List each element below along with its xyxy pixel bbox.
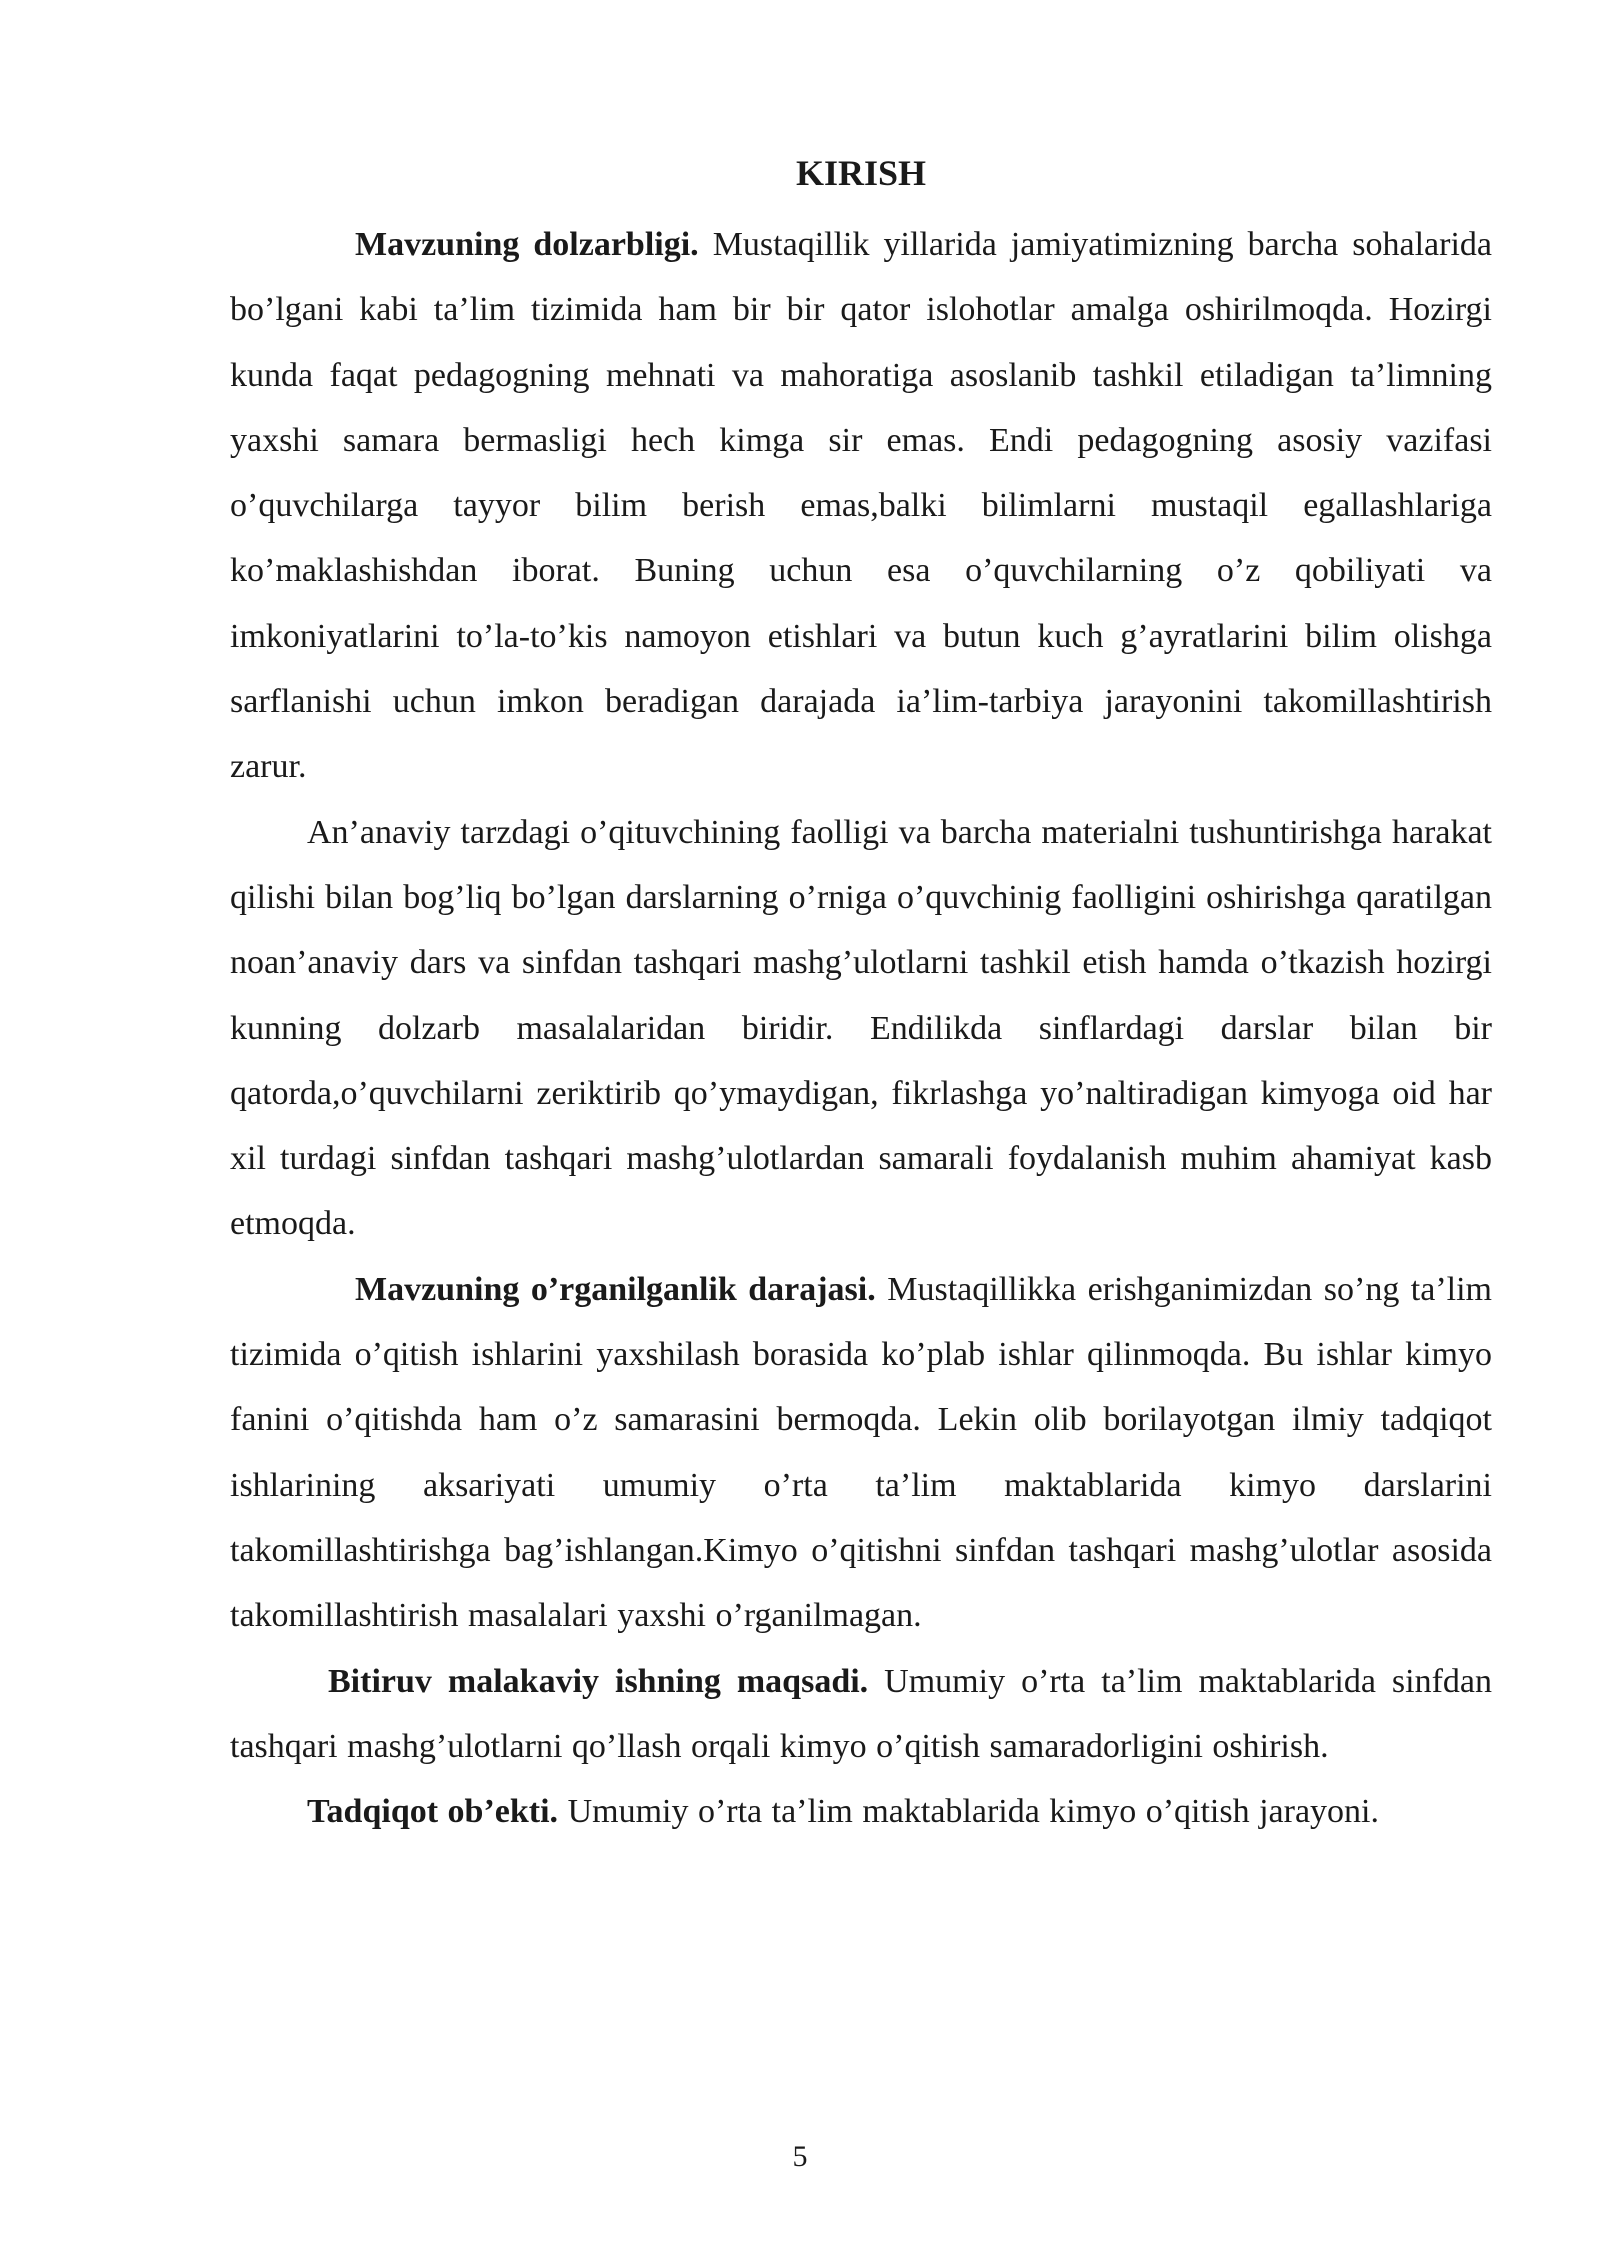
paragraph-study-level — [230, 1257, 1492, 1649]
paragraph-lead: Mavzuning o’rganilganlik darajasi. — [355, 1270, 876, 1308]
document-page — [230, 148, 1492, 1844]
paragraph-research-object — [230, 1779, 1492, 1844]
paragraph-goal — [230, 1649, 1492, 1780]
paragraph-lead: Mavzuning dolzarbligi. — [355, 226, 699, 263]
paragraph-body: Umumiy o’rta ta’lim maktablarida kimyo o’qitish jarayoni. — [558, 1793, 1379, 1831]
paragraph-body: Mustaqillikka erishganimizdan so’ng ta’lim tizimida o’qitish ishlarini yaxshilash borasida ko’plab ishlar qilinmoqda. Bu ishlar kimyo fanini o’qitishda ham o’z samarasini bermoqda. Lekin olib borilayotgan ilmiy tadqiqot ishlarining aksariyati umumiy o’rta ta’lim maktablarida kimyo darslarini takomillashtirishga bag’ishlangan.Kimyo o’qitishni sinfdan tashqari mashg’ulotlar asosida takomillashtirish masalalari yaxshi o’rganilmagan. — [230, 1270, 1492, 1635]
paragraph-body: Mustaqillik yillarida jamiyatimizning barcha sohalarida bo’lgani kabi ta’lim tizimida ham bir bir qator islohotlar amalga oshirilmoqda. Hozirgi kunda faqat pedagogning mehnati va mahoratiga asoslanib tashkil etiladigan ta’limning yaxshi samara bermasligi hech kimga sir emas. Endi pedagogning asosiy vazifasi o’quvchilarga tayyor bilim berish emas,balki bilimlarni mustaqil egallashlariga ko’maklashishdan iborat. Buning uchun esa o’quvchilarning o’z qobiliyati va imkoniyatlarini to’la-to’kis namoyon etishlari va butun kuch g’ayratlarini bilim olishga sarflanishi uchun imkon beradigan darajada ia’lim-tarbiya jarayonini takomillashtirish zarur. — [230, 226, 1493, 786]
paragraph-lead: Tadqiqot ob’ekti. — [307, 1793, 559, 1831]
paragraph-lead: Bitiruv malakaviy ishning maqsadi. — [328, 1662, 869, 1700]
page-number: 5 — [792, 2140, 808, 2173]
paragraph-relevance — [230, 212, 1492, 800]
paragraph-body: Umumiy o’rta ta’lim maktablarida sinfdan tashqari mashg’ulotlarni qo’llash orqali kimyo o’qitish samaradorligini oshirish. — [230, 1662, 1493, 1765]
paragraph-body: An’anaviy tarzdagi o’qituvchining faolligi va barcha materialni tushuntirishga harakat qilishi bilan bog’liq bo’lgan darslarning o’rniga o’quvchinig faolligini oshirishga qaratilgan noan’anaviy dars va sinfdan tashqari mashg’ulotlarni tashkil etish hamda o’tkazish hozirgi kunning dolzarb masalalaridan biridir. Endilikda sinflardagi darslar bilan bir qatorda,o’quvchilarni zeriktirib qo’ymaydigan, fikrlashga yo’naltiradigan kimyoga oid har xil turdagi sinfdan tashqari mashg’ulotlardan samarali foydalanish muhim ahamiyat kasb etmoqda. — [230, 813, 1492, 1243]
section-title: KIRISH — [795, 153, 927, 193]
paragraph-traditional-lessons — [230, 800, 1492, 1257]
